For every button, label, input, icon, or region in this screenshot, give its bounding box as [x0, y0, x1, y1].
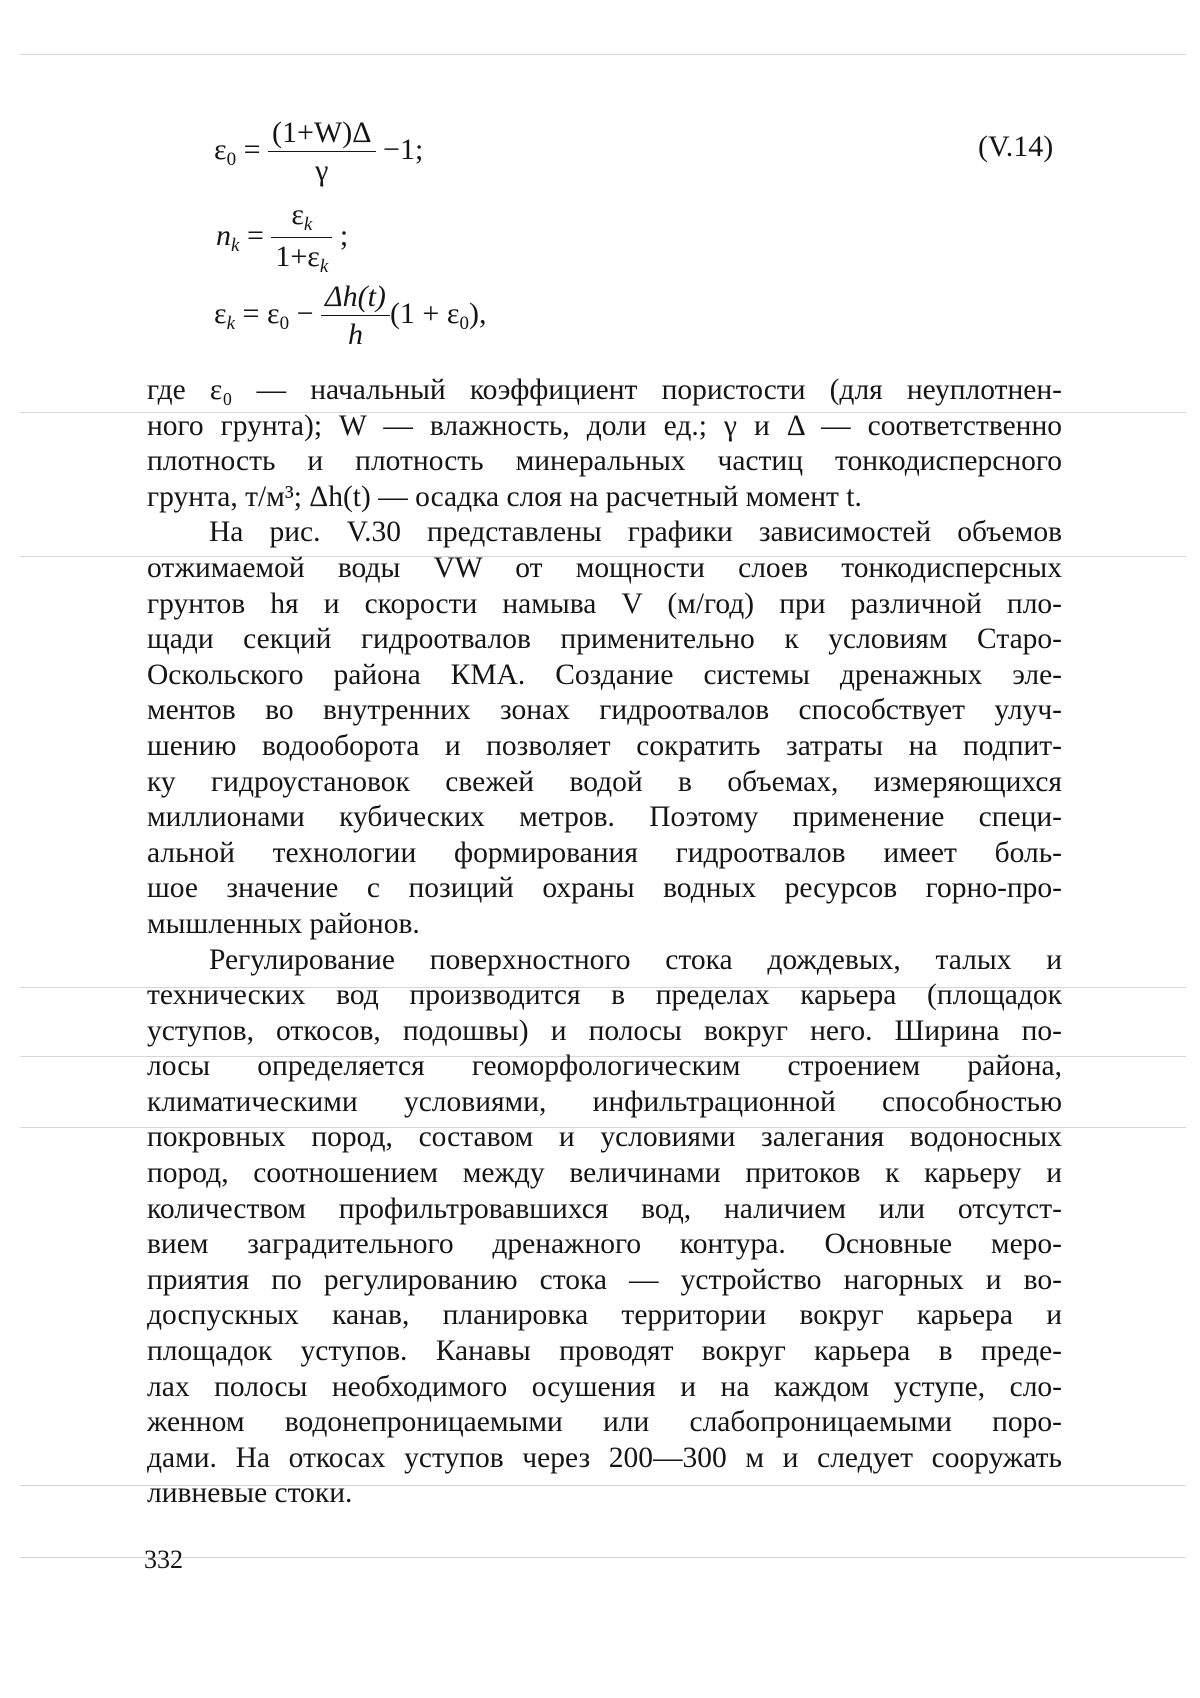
fraction-numerator: (1+W)Δ: [268, 118, 376, 152]
formula-porosity-nk: [216, 200, 348, 276]
formula-fraction: [321, 282, 390, 350]
scan-line: [20, 1557, 1186, 1558]
text-line: вием заградительного дренажного контура. Основные меро-: [147, 1228, 1062, 1261]
fraction-denominator: [271, 238, 332, 276]
formula-subscript: 0: [226, 148, 237, 170]
text-line: грунта, т/м³; Δh(t) — осадка слоя на расчетный момент t.: [147, 480, 862, 513]
text-line: отжимаемой воды VW от мощности слоев тонкодисперсных: [147, 551, 1062, 584]
text-line: приятия по регулированию стока — устройство нагорных и во-: [147, 1263, 1062, 1296]
denominator-expr: 1+ε: [275, 240, 320, 273]
text-line: шое значение с позиций охраны водных ресурсов горно-про-: [147, 872, 1062, 905]
formula-equals: =: [246, 218, 264, 252]
formula-tail: −1;: [383, 132, 424, 166]
text-line: пород, соотношением между величинами притоков к карьеру и: [147, 1157, 1062, 1190]
text-line: ливневые стоки.: [147, 1477, 353, 1510]
fraction-denominator: γ: [315, 154, 329, 187]
denominator-subscript: k: [319, 256, 329, 277]
formula-subscript: 0: [279, 312, 290, 334]
scan-line: [20, 54, 1186, 55]
formula-epsilon-k: [214, 282, 486, 350]
text-line: дами. На откосах уступов через 200—300 м и следует сооружать: [147, 1441, 1062, 1474]
numerator-subscript: k: [303, 214, 313, 235]
formula-symbol: ε: [214, 132, 227, 166]
text-line: покровных пород, составом и условиями залегания водоносных: [147, 1121, 1062, 1154]
formula-subscript: k: [231, 234, 240, 256]
page-number: 332: [144, 1545, 183, 1574]
formula-subscript: k: [226, 312, 236, 334]
text-line: лосы определяется геоморфологическим строением района,: [147, 1050, 1062, 1083]
formula-equals: =: [243, 132, 261, 166]
text-line: доспускных канав, планировка территории вокруг карьера и: [147, 1299, 1062, 1332]
text-line: где ε₀ — начальный коэффициент пористости (для неуплотнен-: [147, 374, 1062, 406]
fraction-denominator: h: [347, 318, 363, 351]
text-line: альной технологии формирования гидроотвалов имеет боль-: [147, 836, 1062, 869]
text-line: мышленных районов.: [147, 907, 420, 940]
text-line: Оскольского района КМА. Создание системы дренажных эле-: [147, 658, 1062, 691]
text-line: уступов, откосов, подошвы) и полосы вокруг него. Ширина по-: [147, 1014, 1062, 1047]
numerator-symbol: ε: [291, 198, 304, 231]
formula-fraction: [268, 118, 376, 186]
text-line: количеством профильтровавшихся вод, наличием или отсутст-: [147, 1192, 1062, 1225]
text-line: ного грунта); W — влажность, доли ед.; γ и Δ — соответственно: [147, 409, 1062, 442]
equation-number: (V.14): [978, 130, 1054, 163]
formula-epsilon-zero: [214, 118, 423, 186]
text-line: плотность и плотность минеральных частиц тонкодисперсного: [147, 445, 1062, 478]
text-line: климатическими условиями, инфильтрационной способностью: [147, 1085, 1062, 1118]
fraction-numerator: [271, 200, 332, 238]
formula-tail-close: ),: [468, 296, 487, 330]
text-line: ментов во внутренних зонах гидроотвалов способствует улуч-: [147, 694, 1062, 727]
text-line: площадок уступов. Канавы проводят вокруг карьера в преде-: [147, 1335, 1062, 1368]
text-line: женном водонепроницаемыми или слабопроницаемыми поро-: [147, 1406, 1062, 1439]
text-line: миллионами кубических метров. Поэтому применение специ-: [147, 801, 1062, 834]
text-line: шению водооборота и позволяет сократить затраты на подпит-: [147, 729, 1062, 762]
text-line: лах полосы необходимого осушения и на каждом уступе, сло-: [147, 1370, 1062, 1403]
formula-subscript: 0: [459, 312, 469, 334]
formula-tail: ;: [339, 218, 349, 252]
formula-minus: −: [296, 296, 314, 330]
body-text: [147, 373, 1062, 1512]
text-line: На рис. V.30 представлены графики зависимостей объемов: [209, 516, 1062, 549]
formula-equals: = ε: [242, 296, 280, 330]
formula-fraction: [271, 200, 332, 276]
text-line: ку гидроустановок свежей водой в объемах, измеряющихся: [147, 765, 1062, 798]
formula-tail: (1 + ε: [389, 296, 460, 330]
text-line: технических вод производится в пределах карьера (площадок: [147, 979, 1062, 1012]
text-line: Регулирование поверхностного стока дождевых, талых и: [209, 943, 1062, 976]
text-line: грунтов hя и скорости намыва V (м/год) при различной пло-: [147, 587, 1062, 620]
formula-symbol: ε: [214, 296, 227, 330]
fraction-numerator: Δh(t): [321, 282, 390, 316]
text-line: щади секций гидроотвалов применительно к условиям Старо-: [147, 623, 1062, 656]
formula-symbol: n: [216, 218, 231, 252]
